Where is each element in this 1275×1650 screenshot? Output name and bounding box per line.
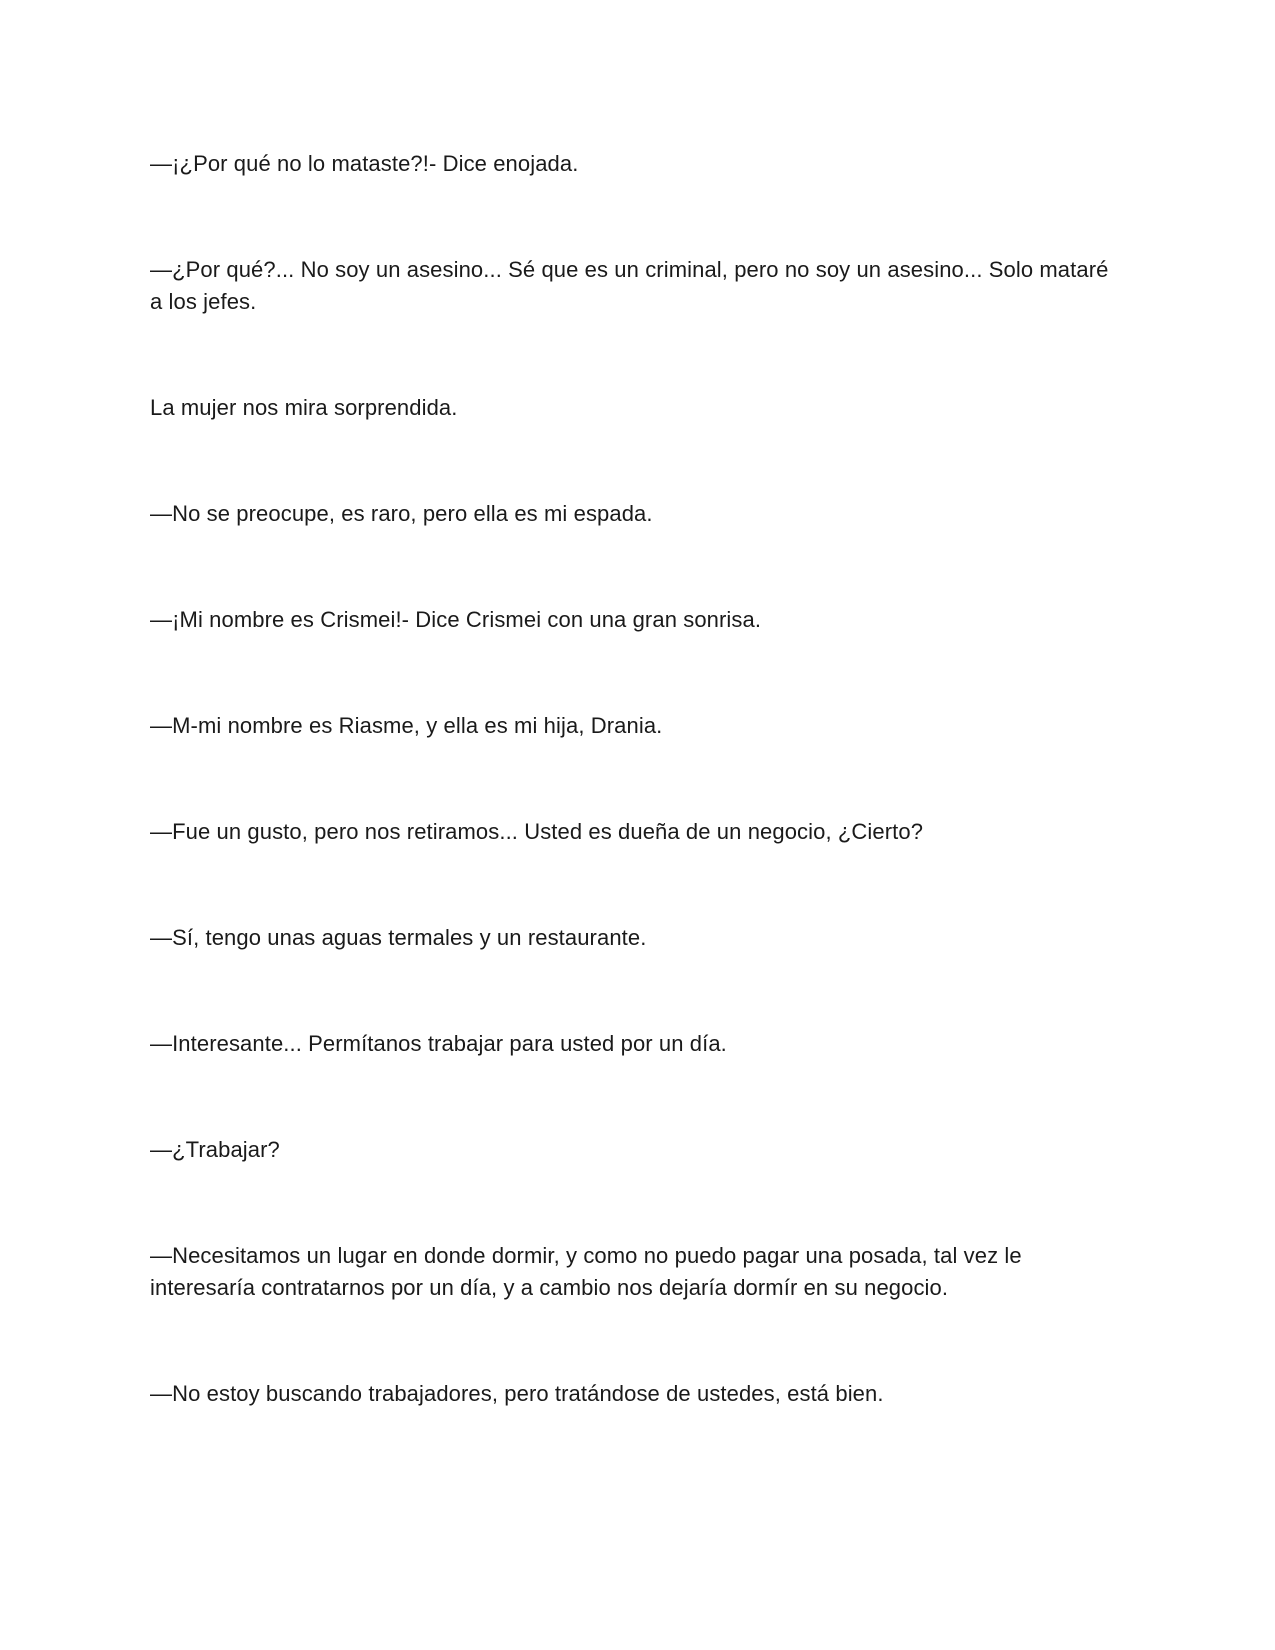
paragraph: —M-mi nombre es Riasme, y ella es mi hija, Drania.	[150, 713, 663, 738]
paragraph: —Necesitamos un lugar en donde dormir, y como no puedo pagar una posada, tal vez le interesaría contratarnos por un día, y a cambio nos dejaría dormír en su negocio.	[150, 1243, 1022, 1300]
paragraph: La mujer nos mira sorprendida.	[150, 395, 458, 420]
paragraph: —Sí, tengo unas aguas termales y un restaurante.	[150, 925, 647, 950]
paragraph: —No se preocupe, es raro, pero ella es mi espada.	[150, 501, 653, 526]
paragraph: —Interesante... Permítanos trabajar para usted por un día.	[150, 1031, 727, 1056]
paragraph: —No estoy buscando trabajadores, pero tratándose de ustedes, está bien.	[150, 1381, 884, 1406]
paragraph: —¡Mi nombre es Crismei!- Dice Crismei con una gran sonrisa.	[150, 607, 762, 632]
paragraph: —Fue un gusto, pero nos retiramos... Usted es dueña de un negocio, ¿Cierto?	[150, 819, 924, 844]
paragraph: —¡¿Por qué no lo mataste?!- Dice enojada.	[150, 151, 579, 176]
paragraph: —¿Por qué?... No soy un asesino... Sé que es un criminal, pero no soy un asesino... Solo mataré a los jefes.	[150, 257, 1109, 314]
paragraph: —¿Trabajar?	[150, 1137, 280, 1162]
